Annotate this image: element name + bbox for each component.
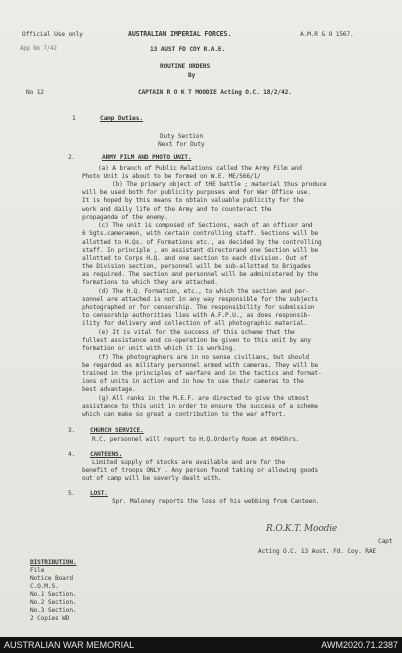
form-reference: A.M.R & O 1567. [300,31,354,38]
distribution-item: No.1 Section. [30,591,77,598]
body-line: ility for delivery and collection of all photographic material. [82,320,308,328]
body-line: Photo Unit is about to be formed on W.E. ME/566/1/ [82,173,261,181]
handwritten-signature: R.O.K.T. Moodie [266,524,338,534]
distribution-title: DISTRIBUTION. [30,559,77,566]
section-title-lost: LOST. [90,490,108,497]
body-line: assistance to this unit in order to ensure the success of a scheme [82,402,318,410]
handwritten-reference: App No 7/42 [20,46,57,52]
body-line: 6 Sgts.cameramen, with certain controlling staff. Sections will be [82,230,318,238]
church-text: R.C. personnel will report to H.Q.Orderly Room at 0045hrs. [92,436,300,443]
body-line: work and daily life of the Army and to counteract the [82,205,272,213]
issuing-officer: CAPTAIN R O K T MOODIE Acting O.C. 18/2/42. [138,89,292,96]
distribution-item: 2 Copies WD [30,615,70,622]
body-line: formations to which they are attached. [82,279,218,286]
section-number: 2. [68,154,76,161]
signature-rank: Capt [378,538,393,545]
section-number: 1 [72,115,76,122]
body-line: (b) The primary object of tHE battle ; material thus produce [112,181,327,189]
body-line: trained in the principles of warfare and in the tactics and format- [82,369,322,377]
next-for-duty-label: Next for Duty [158,141,205,148]
distribution-item: No.3 Section. [30,607,77,614]
body-line: which can make so great a contribution to the war effort. [82,411,286,418]
document-heading: AUSTRALIAN IMPERIAL FORCES. [128,30,232,38]
body-line: staff. In principle , an assistant directorand one Section will be [82,246,318,254]
by-label: By [188,72,196,79]
classification-label: Official Use only [22,31,83,38]
lost-text: Spr. Maloney reports the loss of his webbing from Canteen. [112,498,320,505]
order-number: No 12 [26,89,44,96]
signature-title: Acting O.C. 13 Aust. Fd. Coy. RAE [258,548,376,555]
canteens-line: benefit of troops ONLY . Any person found taking or allowing goods [82,467,318,474]
routine-orders-title: ROUTINE ORDERS [160,63,211,70]
body-line: (d) The H.Q. Formation, etc., to which the section and per- [98,287,309,295]
body-line: the Division section, personnel will be sub-allotted to Brigades [82,262,311,270]
body-line: to censorship authorities lies with A.F.P.U., as does responsib- [82,312,311,319]
distribution-item: File [30,567,45,574]
body-line: It is hoped by this means to obtain valuable publicity for the [82,197,304,205]
body-line: as required. The section and personnel will be administered by the [82,270,318,278]
section-title-church: CHURCH SERVICE. [90,427,144,434]
body-line: (c) The unit is composed of Sections, each of an officer and [98,222,313,230]
body-line: (a) A branch of Public Relations called the Army Film and [98,165,302,172]
distribution-item: Notice Board [30,575,73,582]
unit-name: 13 AUST FD COY R.A.E. [150,46,226,53]
section-title-canteens: CANTEENS. [90,451,123,458]
body-line: formation or unit with which it is working. [82,345,236,352]
section-title-film-unit: ARMY FILM AND PHOTO UNIT. [102,154,192,161]
section-title-camp-duties: Camp Duties. [100,115,143,122]
section-number: 5. [68,490,76,497]
body-line: will be used both for publicity purposes and for War Office use. [82,189,311,197]
body-line: fullest assistance and co-operation be given to this unit by any [82,336,311,344]
body-line: (g) All ranks in the M.E.F. are directed to give the utmost [98,394,309,402]
canteens-line: Limited supply of stocks are available and are for the [92,459,286,466]
archive-reference: AWM2020.71.2387 [321,640,398,650]
body-line: allotted to H.Qs. of Formations etc., as decided by the controlling [82,238,322,246]
archive-credit: AUSTRALIAN WAR MEMORIAL [4,640,135,650]
body-line: photographed or for censorship. The responsibility for submission [82,303,315,311]
body-line: (e) It is vital for the success of this scheme that the [98,328,295,336]
section-number: 4. [68,451,76,458]
body-line: ions of units in action and in how to use their cameras to the [82,378,304,385]
body-line: sonnel are attached is not in any way responsible for the subjects [82,295,318,303]
canteens-line: out of camp will be severly dealt with. [82,475,222,482]
archive-footer [0,637,402,653]
body-line: allotted to Corps H.Q. and one section to each division. Out of [82,254,308,262]
body-line: best advantage. [82,386,136,394]
duty-section-label: Duty Section [160,133,203,140]
body-line: be regarded as military personnel armed with cameras. They will be [82,361,318,369]
section-number: 3. [68,427,76,434]
distribution-item: No.2 Section. [30,599,77,606]
body-line: (f) The photographers are in no sense civilians, but should [98,353,309,361]
body-line: propaganda of the enemy. [82,213,168,221]
distribution-item: C.O.M.S. [30,583,59,590]
